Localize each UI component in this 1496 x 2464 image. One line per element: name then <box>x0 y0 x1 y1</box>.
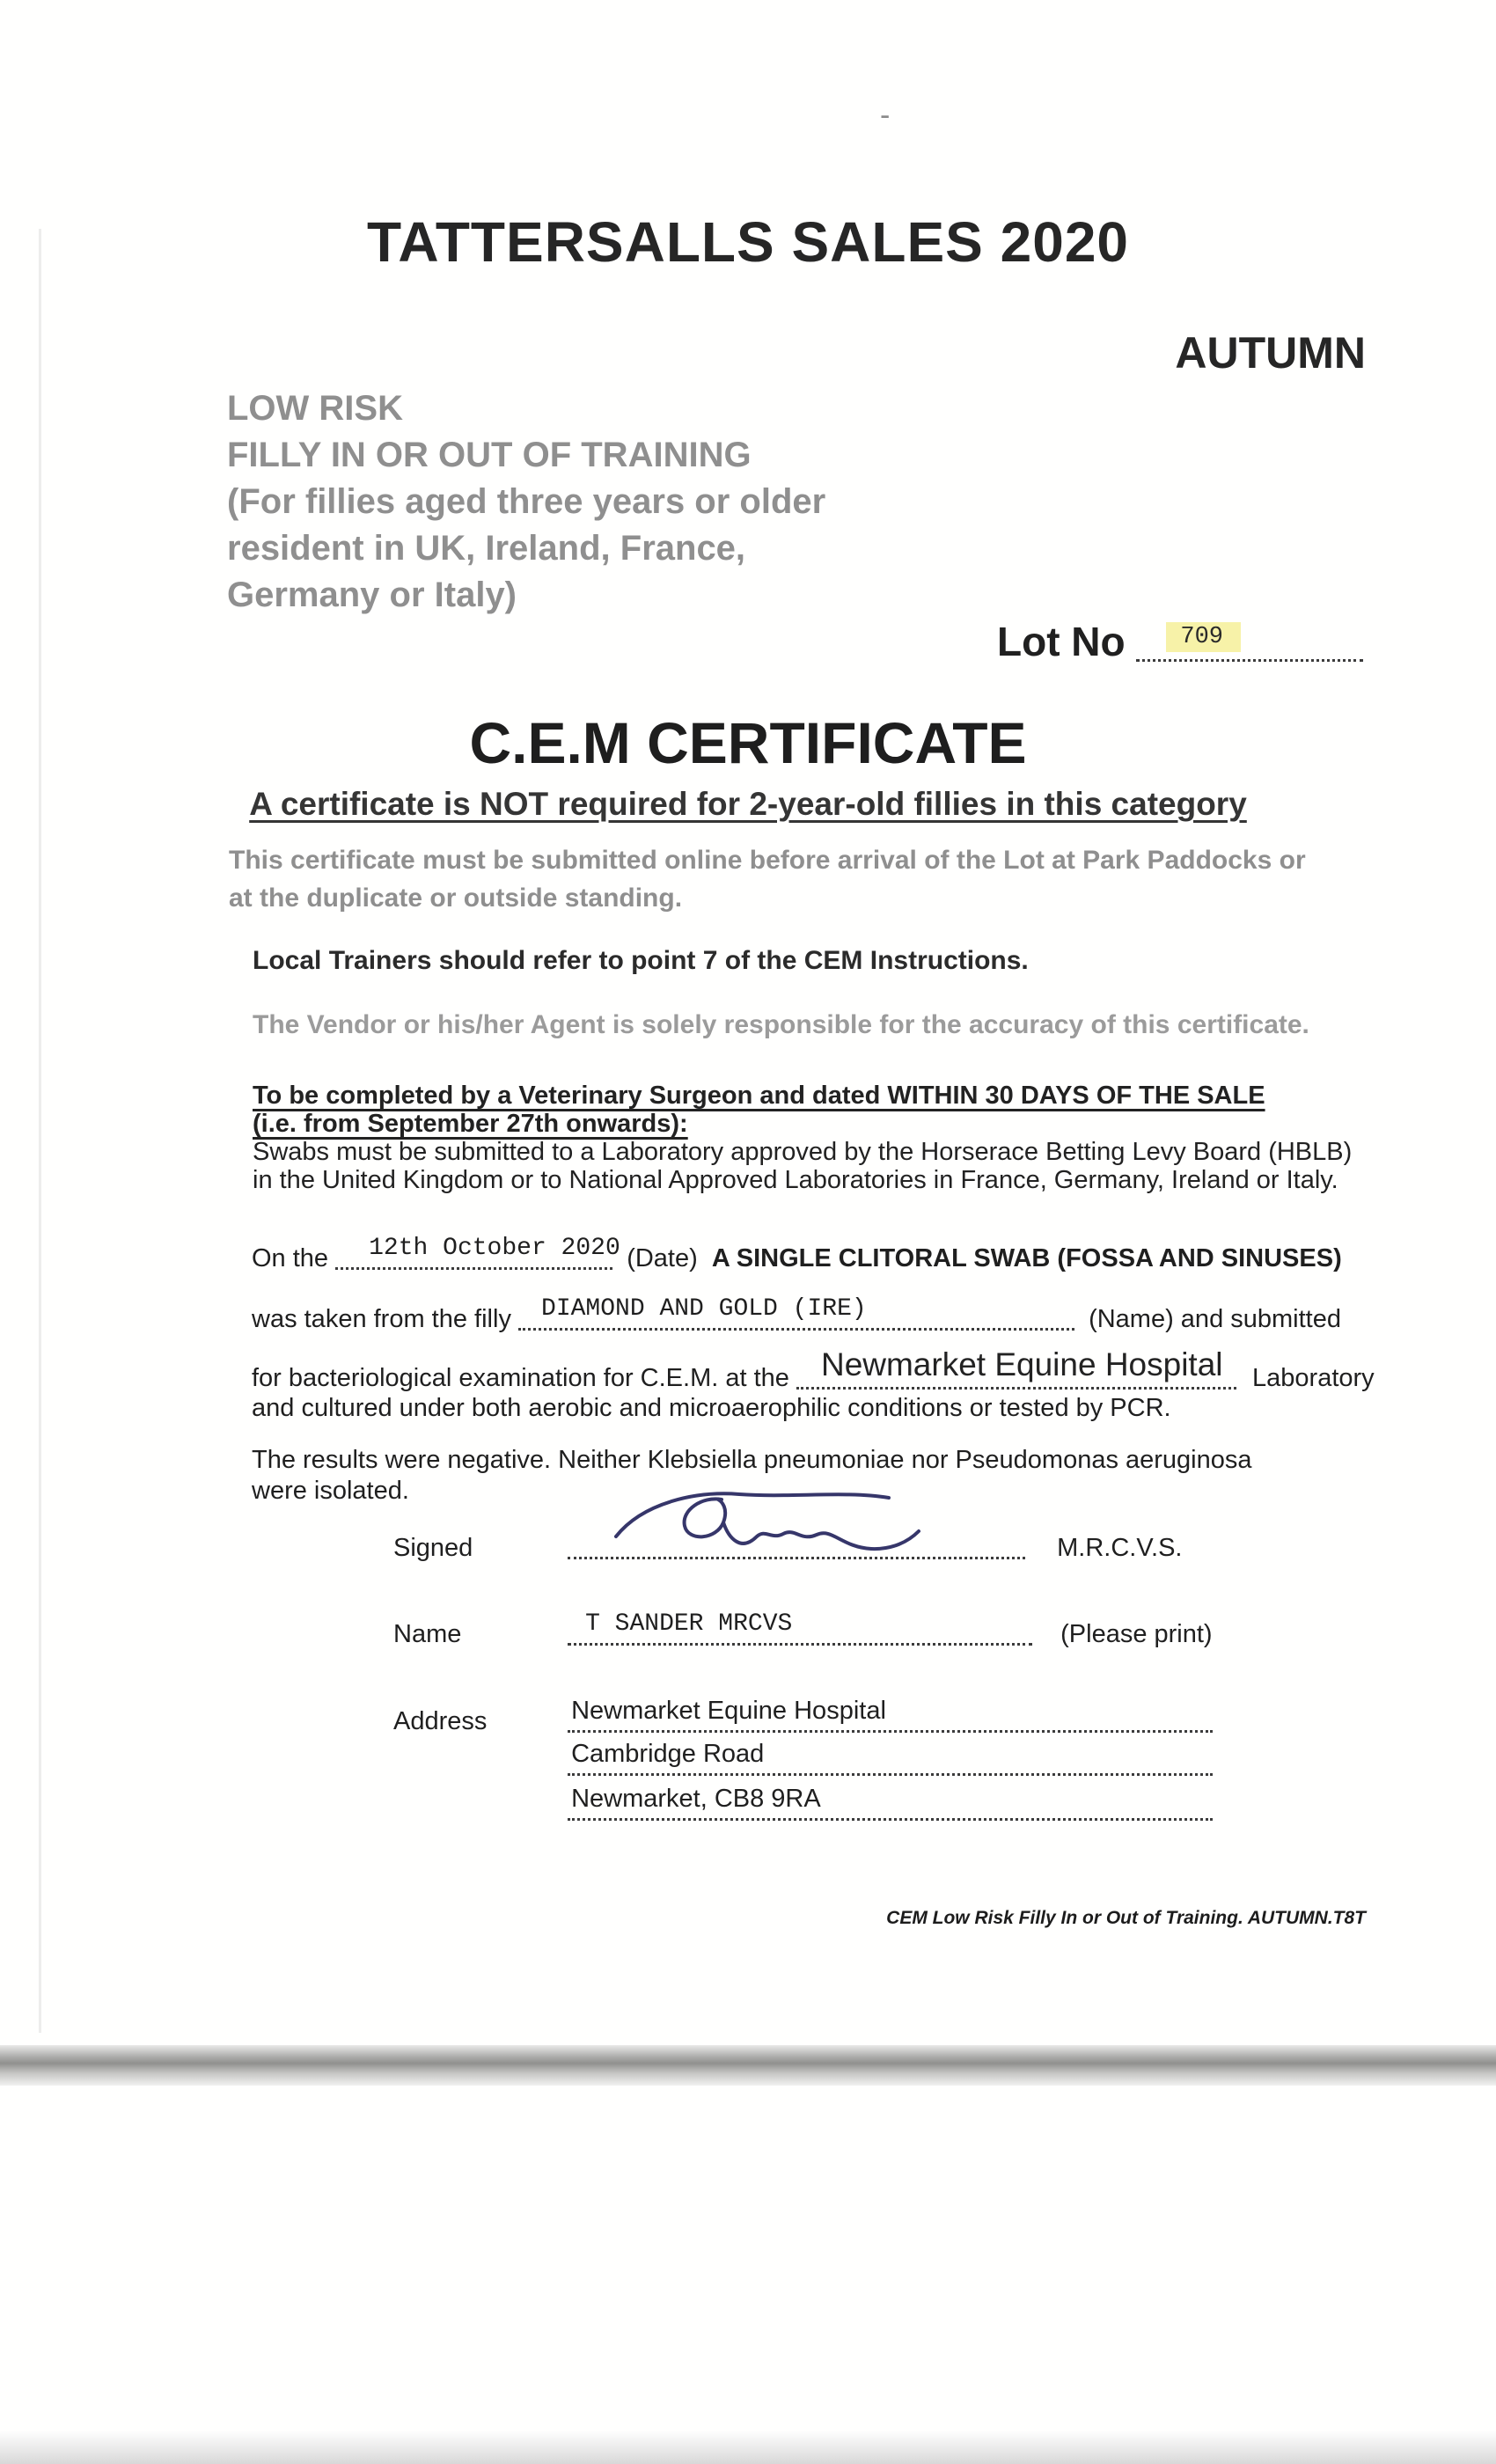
filly-name-value: DIAMOND AND GOLD (IRE) <box>541 1295 867 1324</box>
submission-note <box>229 841 1306 917</box>
submission-note-line: This certificate must be submitted online before arrival of the Lot at Park Paddocks or <box>229 846 1306 875</box>
scanner-edge-line <box>39 229 41 2033</box>
exemption-note: A certificate is NOT required for 2-year-old fillies in this category <box>249 786 1247 822</box>
lot-number-label: Lot No <box>997 619 1126 664</box>
signature-line <box>568 1534 1025 1559</box>
sale-title: TATTERSALLS SALES 2020 <box>367 210 1129 274</box>
mrcvs-label: M.R.C.V.S. <box>1057 1534 1183 1562</box>
please-print-caption: (Please print) <box>1060 1620 1213 1648</box>
vendor-responsibility-note: The Vendor or his/her Agent is solely responsible for the accuracy of this certificate. <box>253 1010 1309 1039</box>
page-bottom-shadow <box>0 2431 1496 2464</box>
address-value: Newmarket Equine Hospital <box>571 1697 886 1726</box>
lot-number-field <box>997 618 1363 665</box>
local-trainers-note: Local Trainers should refer to point 7 of the CEM Instructions. <box>253 946 1029 975</box>
results-line: were isolated. <box>252 1477 409 1505</box>
signature-ink <box>590 1478 942 1571</box>
name-label: Name <box>393 1620 462 1648</box>
laboratory-row <box>252 1346 1375 1393</box>
address-row <box>393 1785 1213 1824</box>
lot-number-value <box>1166 605 1241 652</box>
vet-instruction-heading: (i.e. from September 27th onwards): <box>253 1110 688 1138</box>
address-line <box>568 1785 1213 1821</box>
date-field-row <box>252 1235 1342 1273</box>
form-reference: CEM Low Risk Filly In or Out of Training. AUTUMN.T8T <box>886 1908 1366 1928</box>
risk-category-block <box>227 385 825 619</box>
culture-note: and cultured under both aerobic and microaerophilic conditions or tested by PCR. <box>252 1394 1171 1422</box>
address-label: Address <box>393 1707 488 1735</box>
scan-artifact: - <box>880 99 891 132</box>
laboratory-name-value: Newmarket Equine Hospital <box>820 1346 1223 1383</box>
signed-row <box>393 1534 1182 1563</box>
filly-field-caption: (Name) and submitted <box>1089 1305 1341 1333</box>
laboratory-line <box>796 1346 1236 1390</box>
laboratory-field-label: for bacteriological examination for C.E.M. at the <box>252 1364 789 1392</box>
address-value: Newmarket, CB8 9RA <box>571 1785 821 1814</box>
submission-note-line: at the duplicate or outside standing. <box>229 884 683 913</box>
category-line: Germany or Italy) <box>227 576 517 614</box>
date-value: 12th October 2020 <box>369 1235 620 1263</box>
address-value: Cambridge Road <box>571 1740 765 1769</box>
sale-season: AUTUMN <box>1175 328 1366 378</box>
filly-field-label: was taken from the filly <box>252 1305 511 1333</box>
lot-number-highlight: 709 <box>1166 622 1241 652</box>
category-line: FILLY IN OR OUT OF TRAINING <box>227 436 752 474</box>
laboratory-approval-note: in the United Kingdom or to National Approved Laboratories in France, Germany, Ireland or Italy. <box>253 1166 1338 1194</box>
date-caption: (Date) <box>627 1244 698 1272</box>
address-row <box>393 1697 1213 1736</box>
vet-instruction-heading: To be completed by a Veterinary Surgeon and dated WITHIN 30 DAYS OF THE SALE <box>253 1082 1265 1110</box>
certificate-title: C.E.M CERTIFICATE <box>469 710 1027 775</box>
filly-name-line <box>518 1295 1074 1331</box>
laboratory-approval-note: Swabs must be submitted to a Laboratory approved by the Horserace Betting Levy Board (HBLB) <box>253 1138 1353 1166</box>
paper-edge-shadow <box>0 2045 1496 2086</box>
category-line: LOW RISK <box>227 389 403 428</box>
address-line <box>568 1740 1213 1776</box>
lot-number-line <box>1136 621 1363 662</box>
address-line <box>568 1697 1213 1733</box>
address-row <box>393 1740 1213 1779</box>
swab-statement: A SINGLE CLITORAL SWAB (FOSSA AND SINUSES) <box>711 1244 1342 1272</box>
name-value: T SANDER MRCVS <box>585 1610 793 1639</box>
category-line: resident in UK, Ireland, France, <box>227 529 746 568</box>
filly-name-row <box>252 1295 1341 1334</box>
name-row <box>393 1610 1213 1649</box>
date-field-label: On the <box>252 1244 329 1272</box>
category-line: (For fillies aged three years or older <box>227 482 826 521</box>
signed-label: Signed <box>393 1534 473 1562</box>
results-line: The results were negative. Neither Klebsiella pneumoniae nor Pseudomonas aeruginosa <box>252 1446 1252 1474</box>
laboratory-field-caption: Laboratory <box>1252 1364 1375 1392</box>
name-line <box>568 1610 1032 1646</box>
date-line <box>335 1235 620 1270</box>
vet-instruction-block <box>253 1082 1352 1194</box>
